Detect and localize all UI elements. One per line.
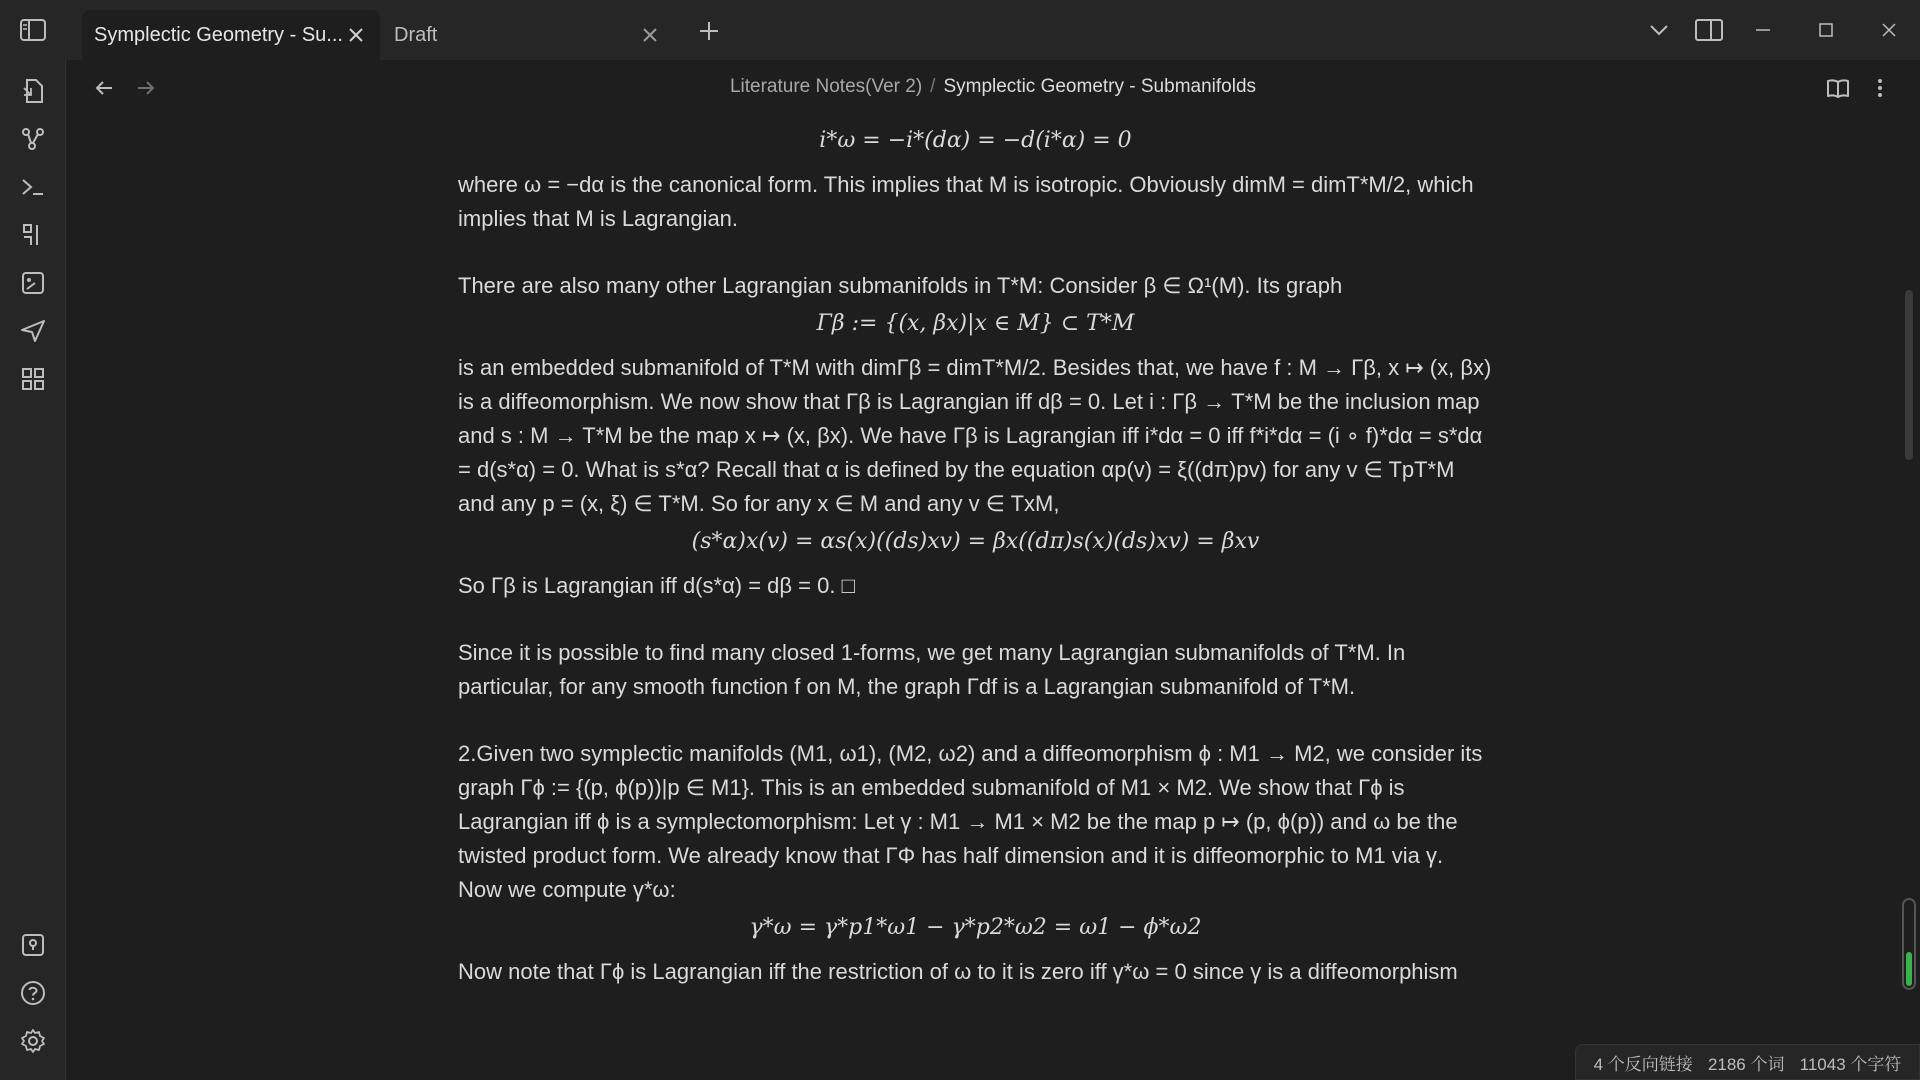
paragraph-5: Since it is possible to find many closed 1-forms, we get many Lagrangian submanifolds of T*M. In particular, for any smooth function f on M, the graph Γdf is a Lagrangian submanifold of T*M. <box>458 640 1406 699</box>
chevron-down-icon[interactable] <box>1644 16 1674 44</box>
more-options-icon[interactable] <box>1866 74 1894 102</box>
maximize-icon[interactable] <box>1811 16 1841 44</box>
help-icon[interactable] <box>18 978 48 1008</box>
plus-icon[interactable] <box>696 18 722 44</box>
files-icon[interactable] <box>18 76 48 106</box>
close-icon[interactable] <box>638 23 662 47</box>
settings-icon[interactable] <box>18 1026 48 1056</box>
left-ribbon <box>0 60 66 1080</box>
tab-label: Symplectic Geometry - Su... <box>94 23 343 46</box>
breadcrumb-separator: / <box>930 76 936 97</box>
reading-view-icon[interactable] <box>1824 74 1852 102</box>
tag-icon[interactable] <box>18 220 48 250</box>
equation-1: i*ω = −i*(dα) = −d(i*α) = 0 <box>819 128 1132 153</box>
note-editor[interactable] <box>458 120 1493 989</box>
paragraph-6: 2.Given two symplectic manifolds (M1, ω1), (M2, ω2) and a diffeomorphism ϕ : M1 → M2, we consider its graph Γϕ := {(p, ϕ(p))|p ∈ M1}. This is an embedded submanifold of M1 × M2. We show that Γϕ is Lagrangian iff ϕ is a symplectomorphism: Let γ : M1 → M1 × M2 be the map p ↦ (p, ϕ(p)) and ω be the twisted product form. We already know that ΓΦ has half dimension and it is diffeomorphic to M1 via γ. Now we compute γ*ω: <box>458 741 1483 902</box>
char-count: 11043 个字符 <box>1799 1054 1902 1074</box>
word-count: 2186 个词 <box>1707 1054 1785 1074</box>
vault-icon[interactable] <box>18 930 48 960</box>
graph-icon[interactable] <box>18 124 48 154</box>
canvas-icon[interactable] <box>18 268 48 298</box>
close-icon[interactable] <box>344 23 368 47</box>
terminal-icon[interactable] <box>18 172 48 202</box>
status-bar <box>1575 1044 1920 1080</box>
tab-symplectic-geometry[interactable] <box>82 10 380 60</box>
paragraph-2: There are also many other Lagrangian submanifolds in T*M: Consider β ∈ Ω¹(M). Its graph <box>458 273 1343 298</box>
tab-draft[interactable] <box>384 10 674 60</box>
breadcrumb-current[interactable]: Symplectic Geometry - Submanifolds <box>943 76 1257 97</box>
backlinks-count[interactable]: 4 个反向链接 <box>1593 1054 1693 1074</box>
minimize-icon[interactable] <box>1748 16 1778 44</box>
title-bar <box>0 0 1920 60</box>
breadcrumb <box>66 76 1920 98</box>
paragraph-4: So Γβ is Lagrangian iff d(s*α) = dβ = 0. □ <box>458 573 855 598</box>
view-header <box>66 60 1920 116</box>
scroll-progress-fill <box>1906 952 1912 986</box>
sidebar-toggle-icon[interactable] <box>18 16 48 44</box>
scroll-progress-indicator[interactable] <box>1902 898 1916 990</box>
split-view-icon[interactable] <box>1694 16 1724 44</box>
window-close-icon[interactable] <box>1874 16 1904 44</box>
send-icon[interactable] <box>18 316 48 346</box>
breadcrumb-parent[interactable]: Literature Notes(Ver 2) <box>729 76 923 97</box>
paragraph-1: where ω = −dα is the canonical form. This implies that M is isotropic. Obviously dimM = dimT*M/2, which implies that M is Lagrangian. <box>458 172 1474 231</box>
editor-scrollbar[interactable] <box>1905 290 1913 460</box>
equation-2: Γβ := {(x, βx)|x ∈ M} ⊂ T*M <box>816 311 1135 336</box>
equation-3: (s*α)x(v) = αs(x)((ds)xv) = βx((dπ)s(x)(ds)xv) = βxv <box>691 529 1260 554</box>
paragraph-3: is an embedded submanifold of T*M with dimΓβ = dimT*M/2. Besides that, we have f : M → Γβ, x ↦ (x, βx) is a diffeomorphism. We now show that Γβ is Lagrangian iff dβ = 0. Let i : Γβ → T*M be the inclusion map and s : M → T*M be the map x ↦ (x, βx). We have Γβ is Lagrangian iff i*dα = 0 iff f*i*dα = (i ∘ f)*dα = s*dα = d(s*α) = 0. What is s*α? Recall that α is defined by the equation αp(v) = ξ((dπ)pv) for any v ∈ TpT*M and any p = (x, ξ) ∈ T*M. So for any x ∈ M and any v ∈ TxM, <box>458 355 1492 516</box>
grid-icon[interactable] <box>18 364 48 394</box>
equation-4: γ*ω = γ*p1*ω1 − γ*p2*ω2 = ω1 − ϕ*ω2 <box>749 915 1202 940</box>
paragraph-7: Now note that Γϕ is Lagrangian iff the restriction of ω to it is zero iff γ*ω = 0 since γ is a diffeomorphism <box>458 959 1458 984</box>
tab-label: Draft <box>394 23 438 46</box>
